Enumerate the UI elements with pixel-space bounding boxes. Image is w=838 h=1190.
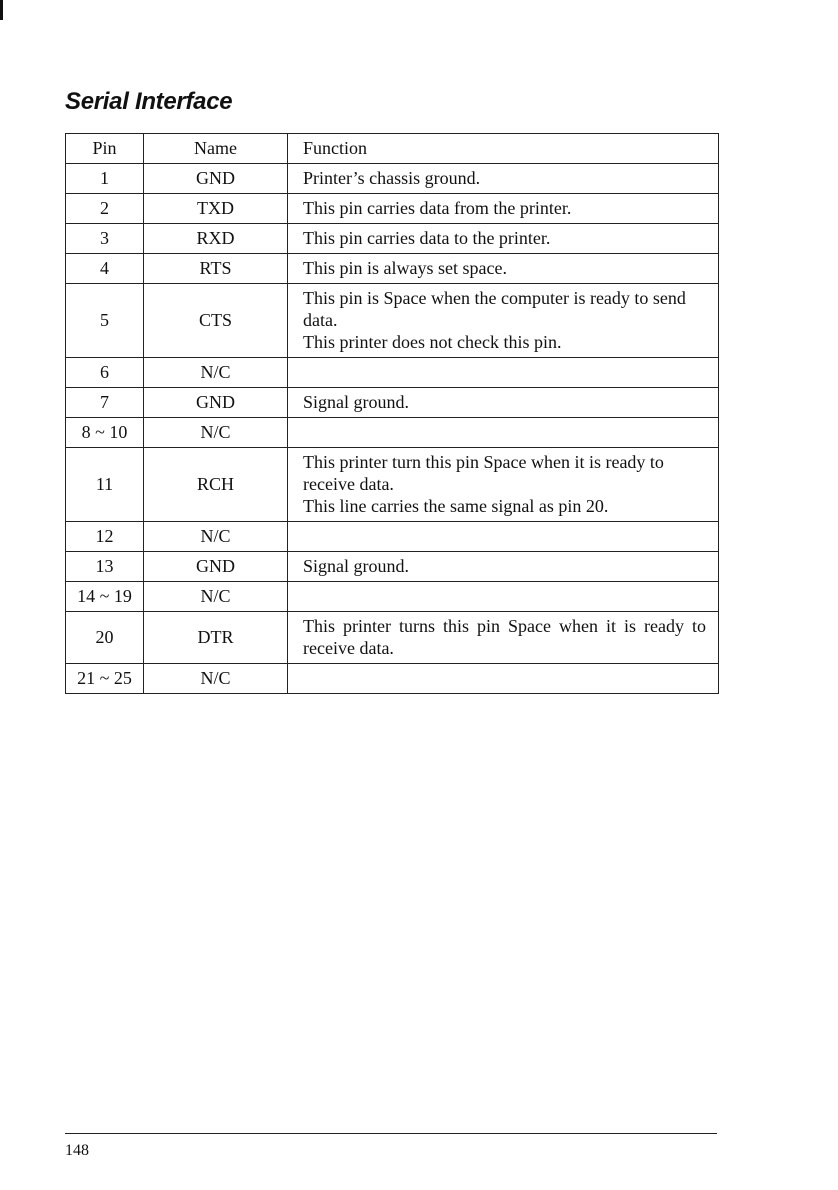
function-cell (288, 254, 719, 284)
function-text: This printer turns this pin Space when it is ready to receive data. (303, 616, 706, 658)
signal-name-cell: CTS (144, 284, 288, 358)
pin-number-cell: 12 (66, 522, 144, 552)
function-cell (288, 582, 719, 612)
signal-name-cell: N/C (144, 582, 288, 612)
table-row (66, 358, 719, 388)
table-row (66, 522, 719, 552)
pin-number-cell: 8 ~ 10 (66, 418, 144, 448)
function-cell (288, 358, 719, 388)
function-cell (288, 284, 719, 358)
signal-name-cell: GND (144, 164, 288, 194)
table-row (66, 448, 719, 522)
pin-number-cell: 2 (66, 194, 144, 224)
function-text: This pin carries data from the printer. (303, 198, 572, 218)
function-cell (288, 664, 719, 694)
footer-rule (65, 1133, 717, 1134)
function-cell (288, 522, 719, 552)
function-cell (288, 224, 719, 254)
table-row (66, 388, 719, 418)
signal-name-cell: N/C (144, 664, 288, 694)
function-text: Signal ground. (303, 556, 409, 576)
serial-pin-table (65, 133, 719, 694)
pin-number-cell: 14 ~ 19 (66, 582, 144, 612)
page-number: 148 (65, 1142, 89, 1159)
pin-number-cell: 3 (66, 224, 144, 254)
table-row (66, 164, 719, 194)
signal-name-cell: RTS (144, 254, 288, 284)
function-text: This pin carries data to the printer. (303, 228, 551, 248)
function-text: This printer turn this pin Space when it is ready to receive data. (303, 452, 664, 494)
pin-number-cell: 20 (66, 612, 144, 664)
signal-name-cell: GND (144, 388, 288, 418)
table-row (66, 552, 719, 582)
signal-name-cell: RCH (144, 448, 288, 522)
pin-number-cell: 11 (66, 448, 144, 522)
signal-name-cell: GND (144, 552, 288, 582)
table-row (66, 224, 719, 254)
function-cell (288, 552, 719, 582)
function-text: This line carries the same signal as pin 20. (303, 496, 609, 516)
function-text: Signal ground. (303, 392, 409, 412)
signal-name-cell: DTR (144, 612, 288, 664)
table-row (66, 284, 719, 358)
function-cell (288, 612, 719, 664)
signal-name-cell: TXD (144, 194, 288, 224)
function-cell (288, 418, 719, 448)
table-row (66, 664, 719, 694)
function-text: This pin is Space when the computer is ready to send data. (303, 288, 686, 330)
table-row (66, 612, 719, 664)
signal-name-cell: N/C (144, 522, 288, 552)
function-cell (288, 164, 719, 194)
table-row (66, 418, 719, 448)
pin-number-cell: 4 (66, 254, 144, 284)
table-row (66, 254, 719, 284)
pin-number-cell: 21 ~ 25 (66, 664, 144, 694)
column-header-pin: Pin (66, 134, 144, 164)
table-header-row (66, 134, 719, 164)
pin-number-cell: 1 (66, 164, 144, 194)
signal-name-cell: N/C (144, 418, 288, 448)
function-text: This pin is always set space. (303, 258, 507, 278)
pin-number-cell: 7 (66, 388, 144, 418)
table-row (66, 582, 719, 612)
pin-number-cell: 5 (66, 284, 144, 358)
function-cell (288, 388, 719, 418)
signal-name-cell: RXD (144, 224, 288, 254)
column-header-name: Name (144, 134, 288, 164)
page-title: Serial Interface (65, 88, 233, 115)
pin-number-cell: 6 (66, 358, 144, 388)
function-cell (288, 194, 719, 224)
function-text: Printer’s chassis ground. (303, 168, 481, 188)
function-text: This printer does not check this pin. (303, 332, 562, 352)
table-row (66, 194, 719, 224)
function-cell (288, 448, 719, 522)
pin-number-cell: 13 (66, 552, 144, 582)
table-body (66, 164, 719, 694)
column-header-function: Function (288, 134, 719, 164)
page-edge-mark (0, 0, 3, 20)
signal-name-cell: N/C (144, 358, 288, 388)
